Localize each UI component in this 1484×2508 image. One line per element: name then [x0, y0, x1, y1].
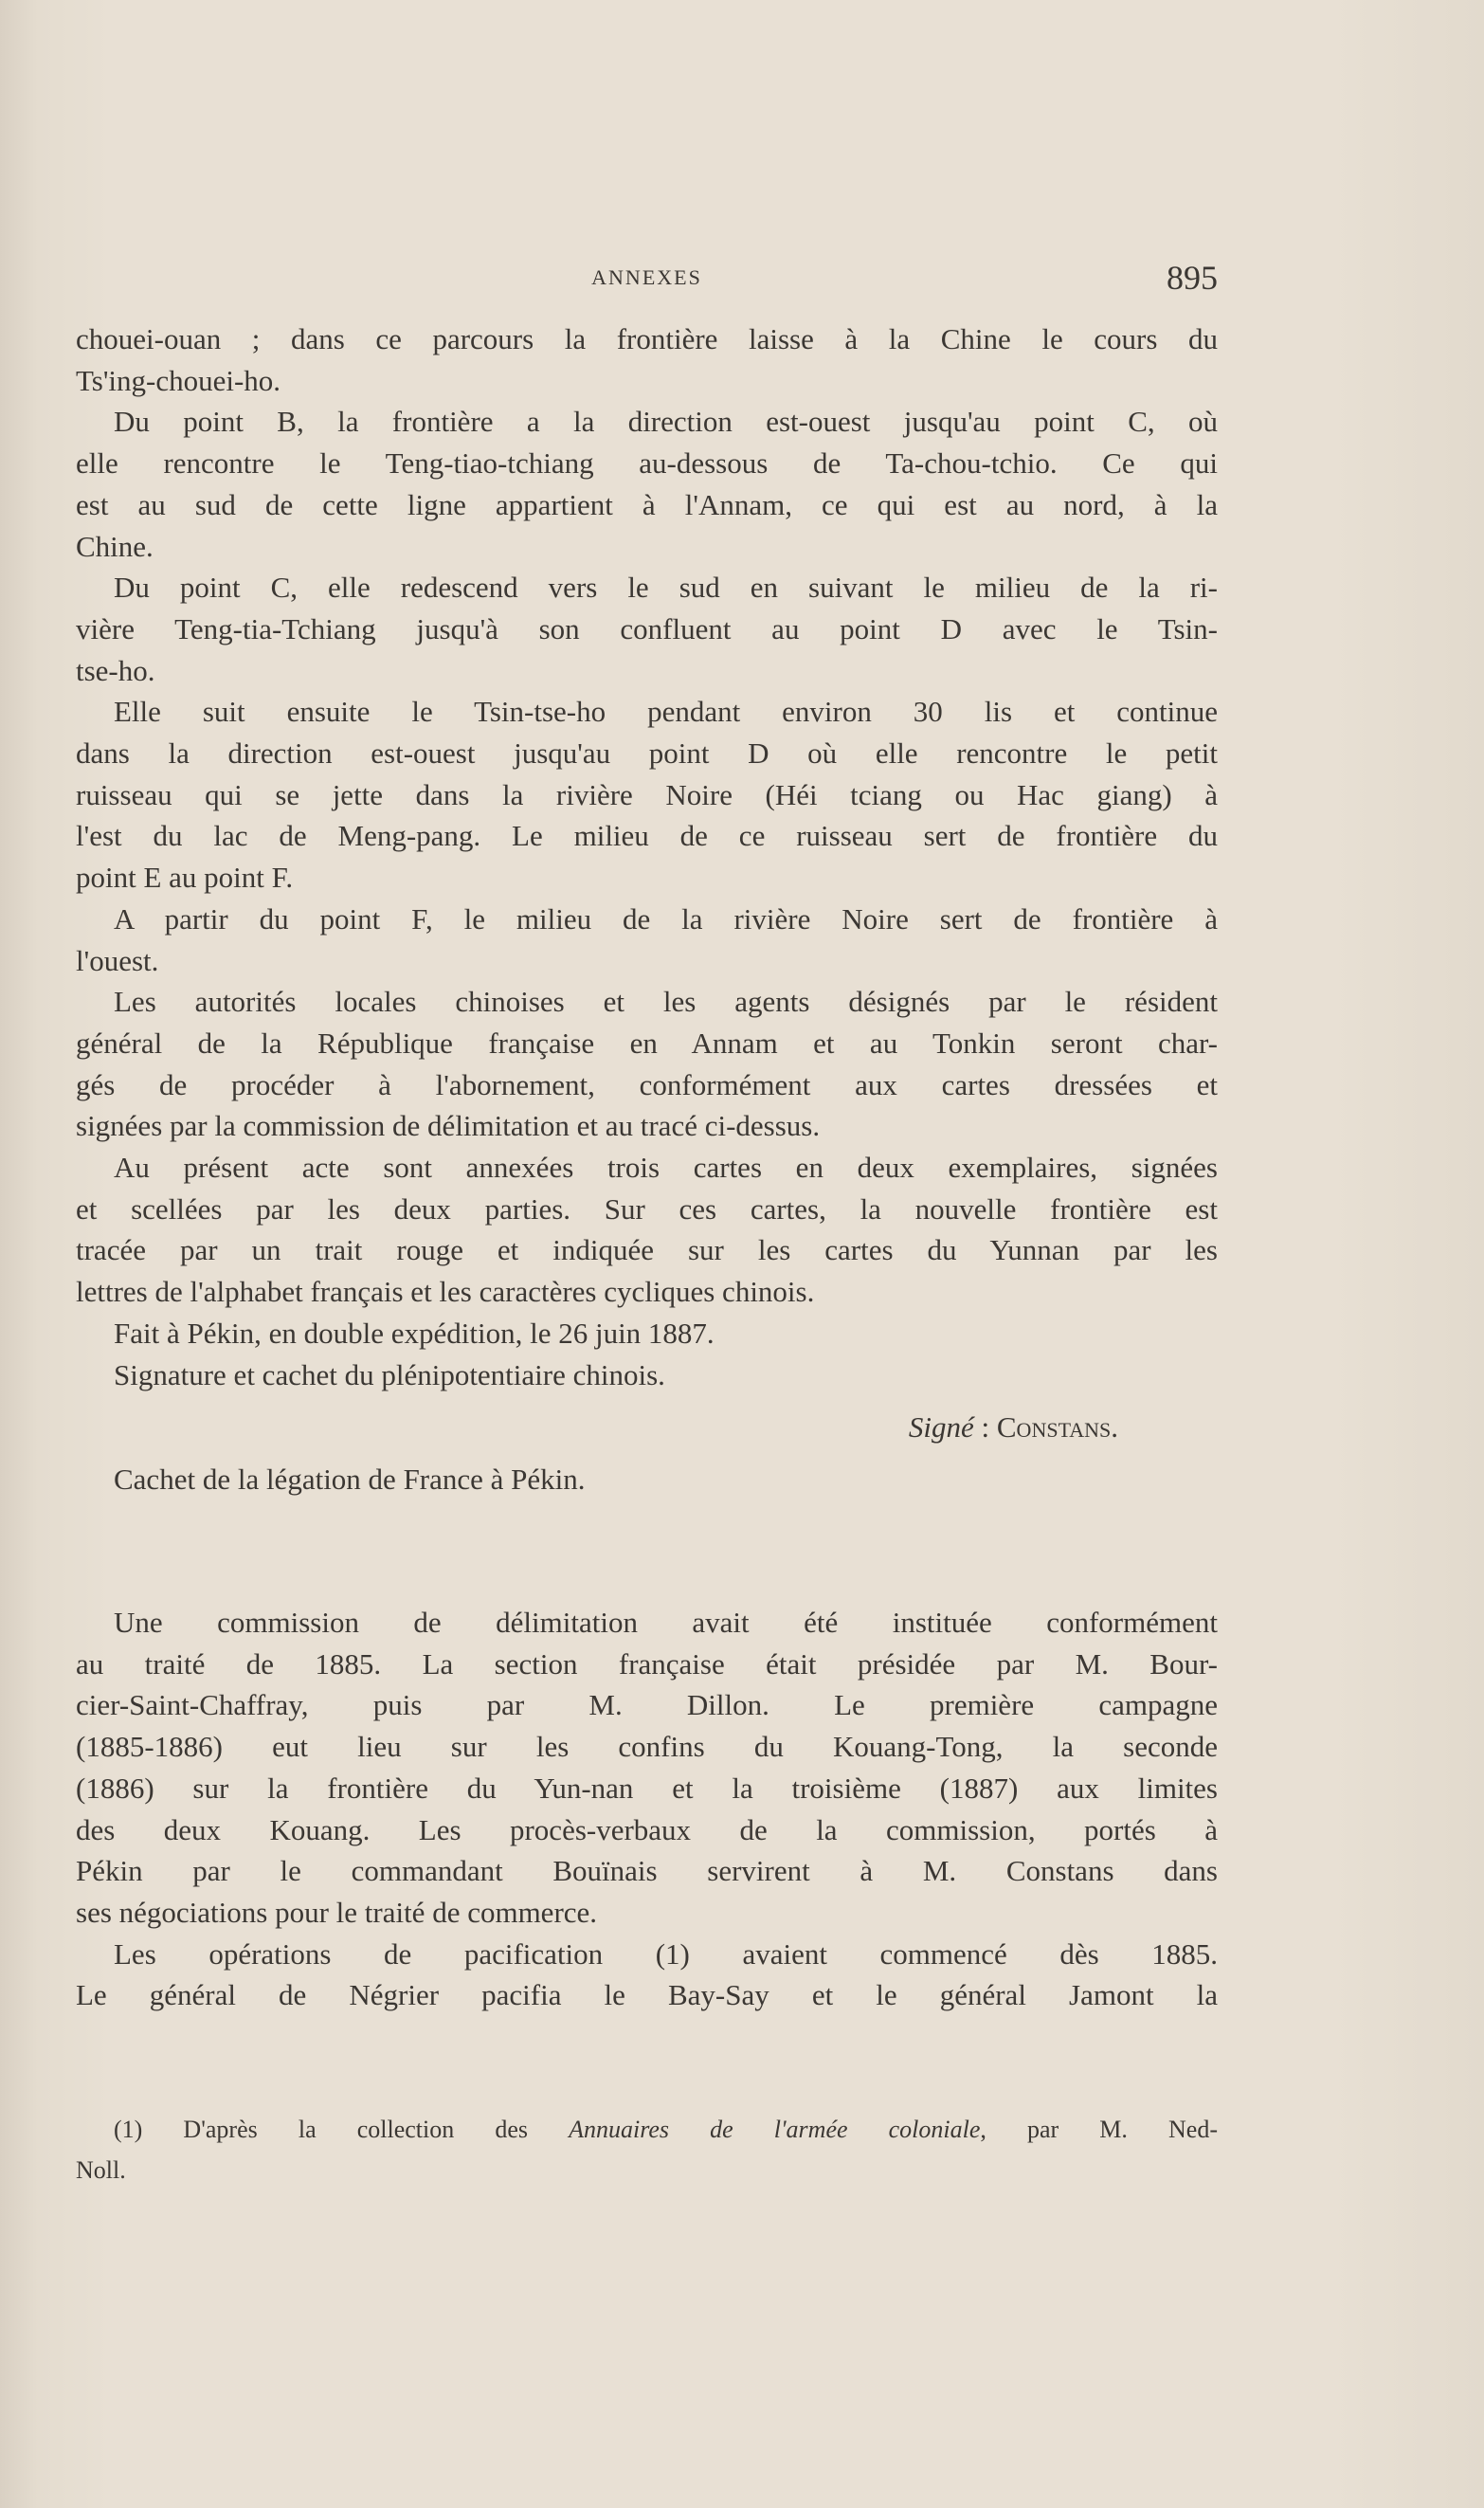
text-line: tse-ho. [76, 653, 155, 687]
signature-separator: : [973, 1410, 997, 1444]
text-line: Chine. [76, 529, 154, 563]
seal-line: Cachet de la légation de France à Pékin. [114, 1463, 586, 1496]
text-line: Signature et cachet du plénipotentiaire chinois. [114, 1357, 665, 1391]
text-line: ruisseau qui se jette dans la rivière Noire (Héi tciang ou Hac giang) à [76, 777, 1218, 811]
text-line: vière Teng-tia-Tchiang jusqu'à son confluent au point D avec le Tsin- [76, 611, 1218, 645]
text-line: Au présent acte sont annexées trois cartes en deux exemplaires, signées [114, 1151, 1218, 1184]
text-line: Fait à Pékin, en double expédition, le 26 juin 1887. [114, 1316, 715, 1350]
text-line: (1886) sur la frontière du Yun-nan et la troisième (1887) aux limites [76, 1771, 1218, 1805]
text-line: Du point C, elle redescend vers le sud en suivant le milieu de la ri- [114, 571, 1218, 605]
signature-name: Constans. [996, 1410, 1118, 1444]
text-line: ses négociations pour le traité de commerce. [76, 1895, 598, 1929]
signature-line [76, 1408, 1118, 1446]
text-line: A partir du point F, le milieu de la rivière Noire sert de frontière à [114, 901, 1218, 936]
text-line: l'ouest. [76, 943, 159, 977]
text-line: Ts'ing-chouei-ho. [76, 363, 281, 397]
text-line: général de la République française en Annam et au Tonkin seront char- [76, 1026, 1218, 1060]
footnote [76, 2111, 1218, 2149]
text-line: signées par la commission de délimitation et au tracé ci-dessus. [76, 1109, 821, 1143]
footnote-marker: (1) [114, 2116, 143, 2143]
text-line: au traité de 1885. La section française était présidée par M. Bour- [76, 1646, 1218, 1681]
text-line: est au sud de cette ligne appartient à l'Annam, ce qui est au nord, à la [76, 487, 1218, 521]
text-line: Les autorités locales chinoises et les agents désignés par le résident [114, 985, 1218, 1019]
footnote-continuation: Noll. [76, 2156, 126, 2184]
signature-label: Signé [908, 1410, 974, 1444]
footnote-text-end: , par M. Ned- [980, 2116, 1218, 2143]
text-line: gés de procéder à l'abornement, conformément aux cartes dressées et [76, 1067, 1218, 1101]
text-line: des deux Kouang. Les procès-verbaux de la commission, portés à [76, 1812, 1218, 1846]
text-line: et scellées par les deux parties. Sur ces cartes, la nouvelle frontière est [76, 1191, 1218, 1226]
text-line: Pékin par le commandant Bouïnais servirent à M. Constans dans [76, 1854, 1218, 1888]
text-line: Elle suit ensuite le Tsin-tse-ho pendant environ 30 lis et continue [114, 695, 1218, 729]
running-head [76, 258, 1218, 296]
page-number: 895 [1167, 259, 1218, 297]
text-line: Du point B, la frontière a la direction est-ouest jusqu'au point C, où [114, 405, 1218, 439]
text-line: elle rencontre le Teng-tiao-tchiang au-dessous de Ta-chou-tchio. Ce qui [76, 446, 1218, 481]
running-head-title: ANNEXES [591, 265, 702, 289]
text-line: tracée par un trait rouge et indiquée sur les cartes du Yunnan par les [76, 1233, 1218, 1267]
text-line: (1885-1886) eut lieu sur les confins du Kouang-Tong, la seconde [76, 1730, 1218, 1764]
text-line: dans la direction est-ouest jusqu'au point D où elle rencontre le petit [76, 736, 1218, 770]
footnote-title: Annuaires de l'armée coloniale [569, 2116, 981, 2143]
text-line: chouei-ouan ; dans ce parcours la frontière laisse à la Chine le cours du [76, 322, 1218, 355]
text-line: Une commission de délimitation avait été instituée conformément [114, 1606, 1218, 1639]
text-line: cier-Saint-Chaffray, puis par M. Dillon. Le première campagne [76, 1688, 1218, 1722]
footnote-text: D'après la collection des [142, 2116, 570, 2143]
text-line: Les opérations de pacification (1) avaient commencé dès 1885. [114, 1936, 1218, 1971]
text-line: l'est du lac de Meng-pang. Le milieu de ce ruisseau sert de frontière du [76, 819, 1218, 853]
text-line: Le général de Négrier pacifia le Bay-Say et le général Jamont la [76, 1978, 1218, 2012]
text-line: point E au point F. [76, 861, 294, 895]
text-line: lettres de l'alphabet français et les caractères cycliques chinois. [76, 1275, 815, 1309]
